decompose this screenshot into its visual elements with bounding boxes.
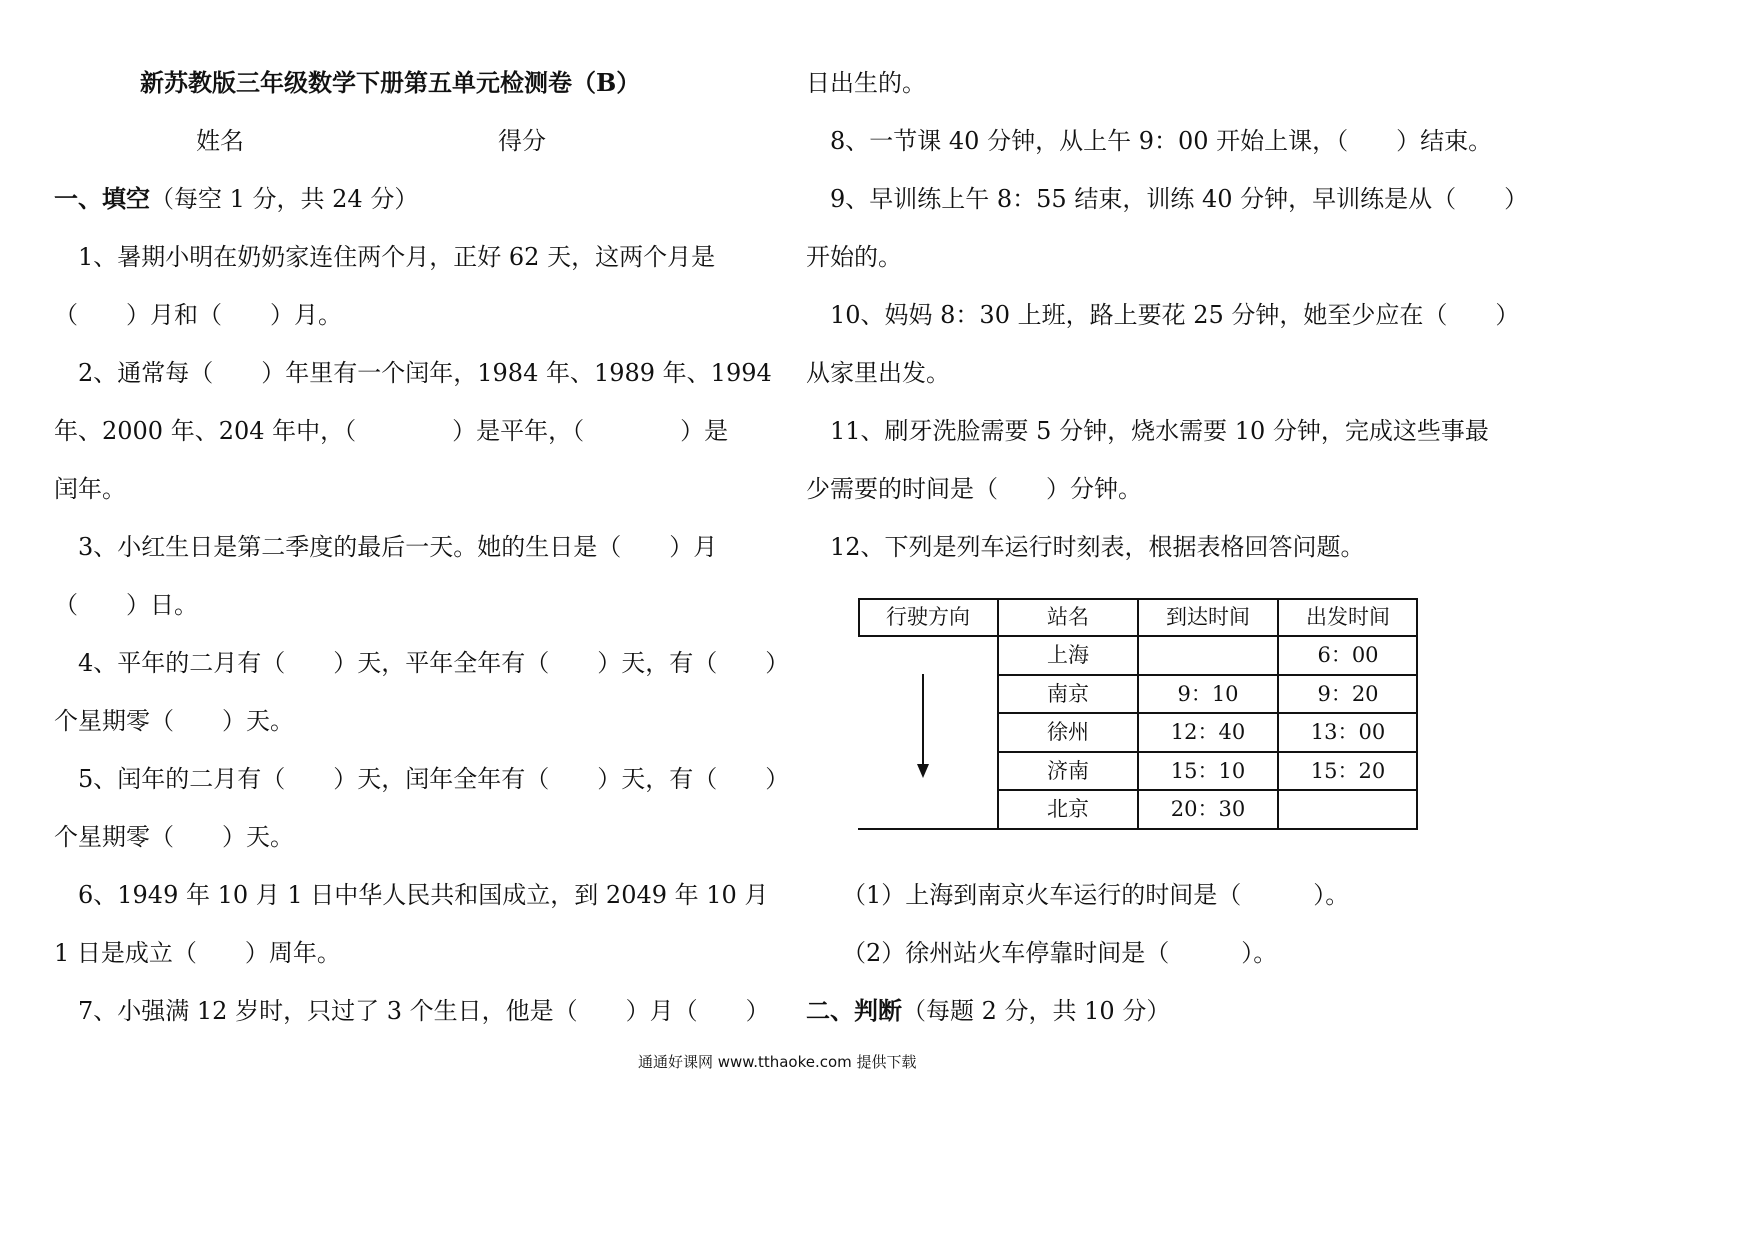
- q11-line2: 少需要的时间是（ ）分钟。: [806, 475, 1142, 503]
- table-cell-arrive: 12：40: [1170, 720, 1246, 744]
- q2-line1: 2、通常每（ ）年里有一个闰年，1984 年、1989 年、1994: [78, 359, 772, 387]
- q2-line3: 闰年。: [54, 475, 126, 503]
- page-title: 新苏教版三年级数学下册第五单元检测卷（B）: [140, 68, 641, 97]
- q12-line1: 12、下列是列车运行时刻表，根据表格回答问题。: [830, 533, 1365, 561]
- q3-line2: （ ）日。: [54, 591, 198, 619]
- q4-line2: 个星期零（ ）天。: [54, 707, 294, 735]
- table-cell-station: 济南: [1047, 759, 1089, 783]
- section2-note: （每题 2 分，共 10 分）: [902, 997, 1171, 1025]
- table-cell-depart: 15：20: [1310, 759, 1386, 783]
- name-label: 姓名: [196, 127, 244, 155]
- train-timetable: [858, 598, 1418, 830]
- q9-line2: 开始的。: [806, 243, 902, 271]
- q8-line1: 8、一节课 40 分钟，从上午 9：00 开始上课，（ ）结束。: [830, 127, 1493, 155]
- q1-line1: 1、暑期小明在奶奶家连住两个月，正好 62 天，这两个月是: [78, 243, 716, 271]
- table-cell-station: 上海: [1047, 643, 1089, 667]
- q1-line2: （ ）月和（ ）月。: [54, 301, 342, 329]
- q4-line1: 4、平年的二月有（ ）天，平年全年有（ ）天，有（ ）: [78, 649, 790, 677]
- section1-title: 一、填空: [54, 184, 150, 213]
- q12-sub1: （1）上海到南京火车运行的时间是（ ）。: [842, 881, 1350, 909]
- section1-note: （每空 1 分，共 24 分）: [150, 185, 419, 213]
- table-cell-arrive: 9：10: [1177, 682, 1239, 706]
- q7-line2: 日出生的。: [806, 69, 926, 97]
- q2-line2: 年、2000 年、204 年中，（ ）是平年，（ ）是: [54, 417, 729, 445]
- arrow-head-icon: [917, 764, 929, 778]
- table-cell-station: 徐州: [1047, 720, 1089, 744]
- table-cell-station: 北京: [1047, 797, 1089, 821]
- q5-line2: 个星期零（ ）天。: [54, 823, 294, 851]
- q11-line1: 11、刷牙洗脸需要 5 分钟，烧水需要 10 分钟，完成这些事最: [830, 417, 1489, 445]
- table-cell-depart: 6：00: [1317, 643, 1379, 667]
- score-label: 得分: [498, 127, 546, 155]
- footer-source: 通通好课网 www.tthaoke.com 提供下载: [638, 1053, 917, 1071]
- q5-line1: 5、闰年的二月有（ ）天，闰年全年有（ ）天，有（ ）: [78, 765, 790, 793]
- q9-line1: 9、早训练上午 8：55 结束，训练 40 分钟，早训练是从（ ）: [830, 185, 1529, 213]
- q10-line2: 从家里出发。: [806, 359, 950, 387]
- table-cell-depart: 13：00: [1310, 720, 1386, 744]
- header-direction: 行驶方向: [886, 605, 970, 629]
- table-cell-arrive: 20：30: [1170, 797, 1246, 821]
- table-cell-depart: 9：20: [1317, 682, 1379, 706]
- q12-sub2: （2）徐州站火车停靠时间是（ ）。: [842, 939, 1278, 967]
- q10-line1: 10、妈妈 8：30 上班，路上要花 25 分钟，她至少应在（ ）: [830, 301, 1520, 329]
- section1-heading: [54, 184, 418, 214]
- table-cell-station: 南京: [1047, 682, 1089, 706]
- header-depart: 出发时间: [1306, 605, 1390, 629]
- q3-line1: 3、小红生日是第二季度的最后一天。她的生日是（ ）月: [78, 533, 718, 561]
- q6-line2: 1 日是成立（ ）周年。: [54, 939, 341, 967]
- table-cell-arrive: 15：10: [1170, 759, 1246, 783]
- header-station: 站名: [1047, 605, 1089, 629]
- q6-line1: 6、1949 年 10 月 1 日中华人民共和国成立，到 2049 年 10 月: [78, 881, 769, 909]
- q7-line1: 7、小强满 12 岁时，只过了 3 个生日，他是（ ）月（ ）: [78, 997, 770, 1025]
- header-arrive: 到达时间: [1166, 605, 1250, 629]
- section2-title: 二、判断: [806, 996, 902, 1025]
- section2-heading: [806, 996, 1170, 1026]
